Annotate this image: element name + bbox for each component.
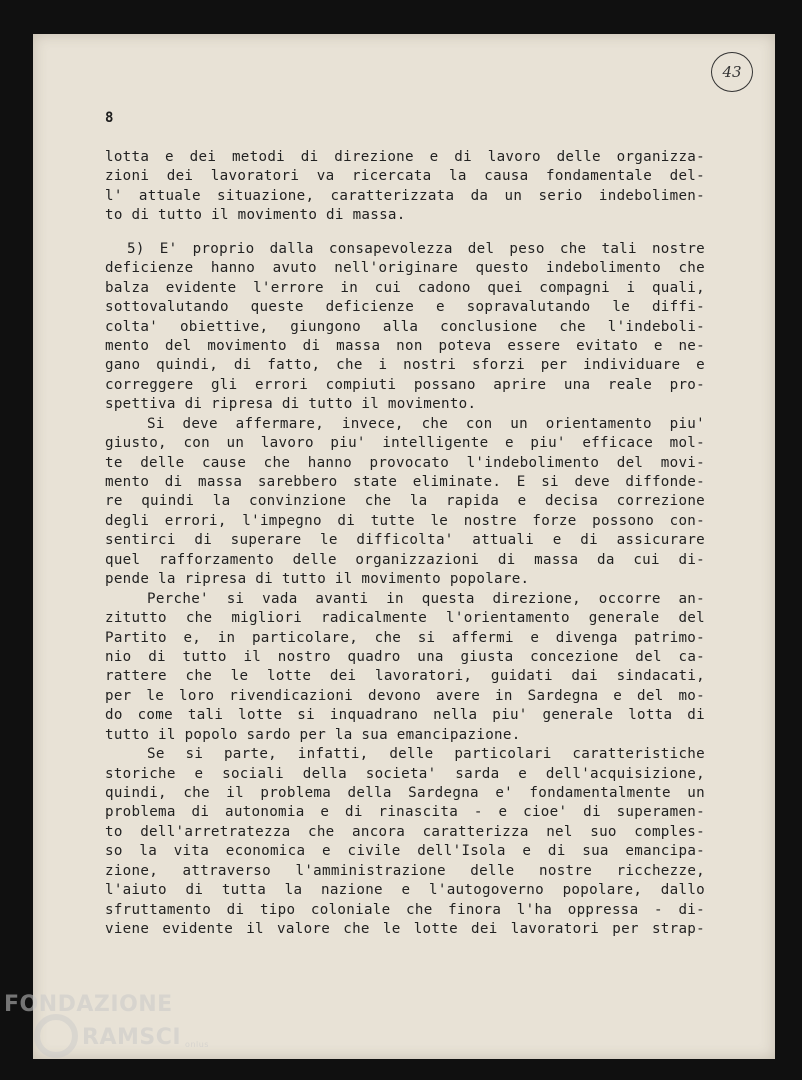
text-line: deficienze hanno avuto nell'originare questo indebolimento che — [105, 260, 705, 277]
text-line: Si deve affermare, invece, che con un orientamento piu' — [147, 415, 705, 432]
text-line: correggere gli errori compiuti possano aprire una reale pro- — [105, 376, 705, 393]
gramsci-g-logo-icon — [34, 1014, 78, 1058]
text-line: zione, attraverso l'amministrazione delle nostre ricchezze, — [105, 862, 705, 879]
text-line: spettiva di ripresa di tutto il movimento. — [105, 396, 477, 413]
text-line: sottovalutando queste deficienze e sopravalutando le diffi- — [105, 299, 705, 316]
text-line: 5) E' proprio dalla consapevolezza del peso che tali nostre — [127, 240, 705, 257]
text-line: Perche' si vada avanti in questa direzione, occorre an- — [147, 590, 705, 607]
page-number: 8 — [105, 110, 114, 126]
text-line: problema di autonomia e di rinascita - e cioe' di superamen- — [105, 804, 705, 821]
watermark-small: onlus — [185, 1040, 209, 1049]
text-line: nio di tutto il nostro quadro una giusta concezione del ca- — [105, 648, 705, 665]
text-line: rattere che le lotte dei lavoratori, guidati dai sindacati, — [105, 668, 705, 685]
watermark-line1: FONDAZIONE — [4, 992, 173, 1017]
archive-stamp-number: 43 — [711, 52, 753, 92]
text-line: degli errori, l'impegno di tutte le nostre forze possono con- — [105, 512, 705, 529]
text-line: sfruttamento di tipo coloniale che finora l'ha oppressa - di- — [105, 901, 705, 918]
text-line: quindi, che il problema della Sardegna e' fondamentalmente un — [105, 785, 705, 801]
text-line: Se si parte, infatti, delle particolari caratteristiche — [147, 746, 705, 763]
text-line: gano quindi, di fatto, che i nostri sforzi per individuare e — [105, 357, 705, 374]
text-line: tutto il popolo sardo per la sua emancipazione. — [105, 726, 521, 743]
text-line: sentirci di superare le difficolta' attuali e di assicurare — [105, 532, 705, 549]
text-line: re quindi la convinzione che la rapida e decisa correzione — [105, 493, 705, 510]
text-line: l' attuale situazione, caratterizzata da un serio indebolimen- — [105, 187, 705, 204]
text-line: zioni dei lavoratori va ricercata la causa fondamentale del- — [105, 168, 705, 185]
fondazione-gramsci-watermark — [4, 992, 209, 1058]
text-line: zitutto che migliori radicalmente l'orientamento generale del — [105, 610, 705, 627]
text-line: l'aiuto di tutta la nazione e l'autogoverno popolare, dallo — [105, 882, 705, 899]
body-text — [105, 148, 705, 940]
text-line: viene evidente il valore che le lotte dei lavoratori per strap- — [105, 921, 705, 938]
text-line: lotta e dei metodi di direzione e di lavoro delle organizza- — [105, 149, 705, 165]
text-line: to di tutto il movimento di massa. — [105, 207, 406, 224]
text-line: mento del movimento di massa non poteva essere evitato e ne- — [105, 337, 705, 354]
text-line: so la vita economica e civile dell'Isola e di sua emancipa- — [105, 843, 705, 860]
text-line: quel rafforzamento delle organizzazioni di massa da cui di- — [105, 551, 705, 568]
text-line: giusto, con un lavoro piu' intelligente e piu' efficace mol- — [105, 435, 705, 452]
text-line: do come tali lotte si inquadrano nella piu' generale lotta di — [105, 707, 705, 724]
text-line: pende la ripresa di tutto il movimento popolare. — [105, 571, 530, 588]
document-page — [33, 34, 775, 1059]
text-line: Partito e, in particolare, che si affermi e divenga patrimo- — [105, 629, 705, 646]
text-line: storiche e sociali della societa' sarda e dell'acquisizione, — [105, 765, 705, 782]
text-line: mento di massa sarebbero state eliminate. E si deve diffonde- — [105, 474, 705, 490]
watermark-line2: RAMSCI — [82, 1025, 182, 1050]
text-line: per le loro rivendicazioni devono avere in Sardegna e del mo- — [105, 687, 705, 704]
text-line: te delle cause che hanno provocato l'indebolimento del movi- — [105, 454, 705, 471]
text-line: colta' obiettive, giungono alla conclusione che l'indeboli- — [105, 318, 705, 335]
text-line: balza evidente l'errore in cui cadono quei compagni i quali, — [105, 279, 705, 296]
text-line: to dell'arretratezza che ancora caratterizza nel suo comples- — [105, 823, 705, 840]
